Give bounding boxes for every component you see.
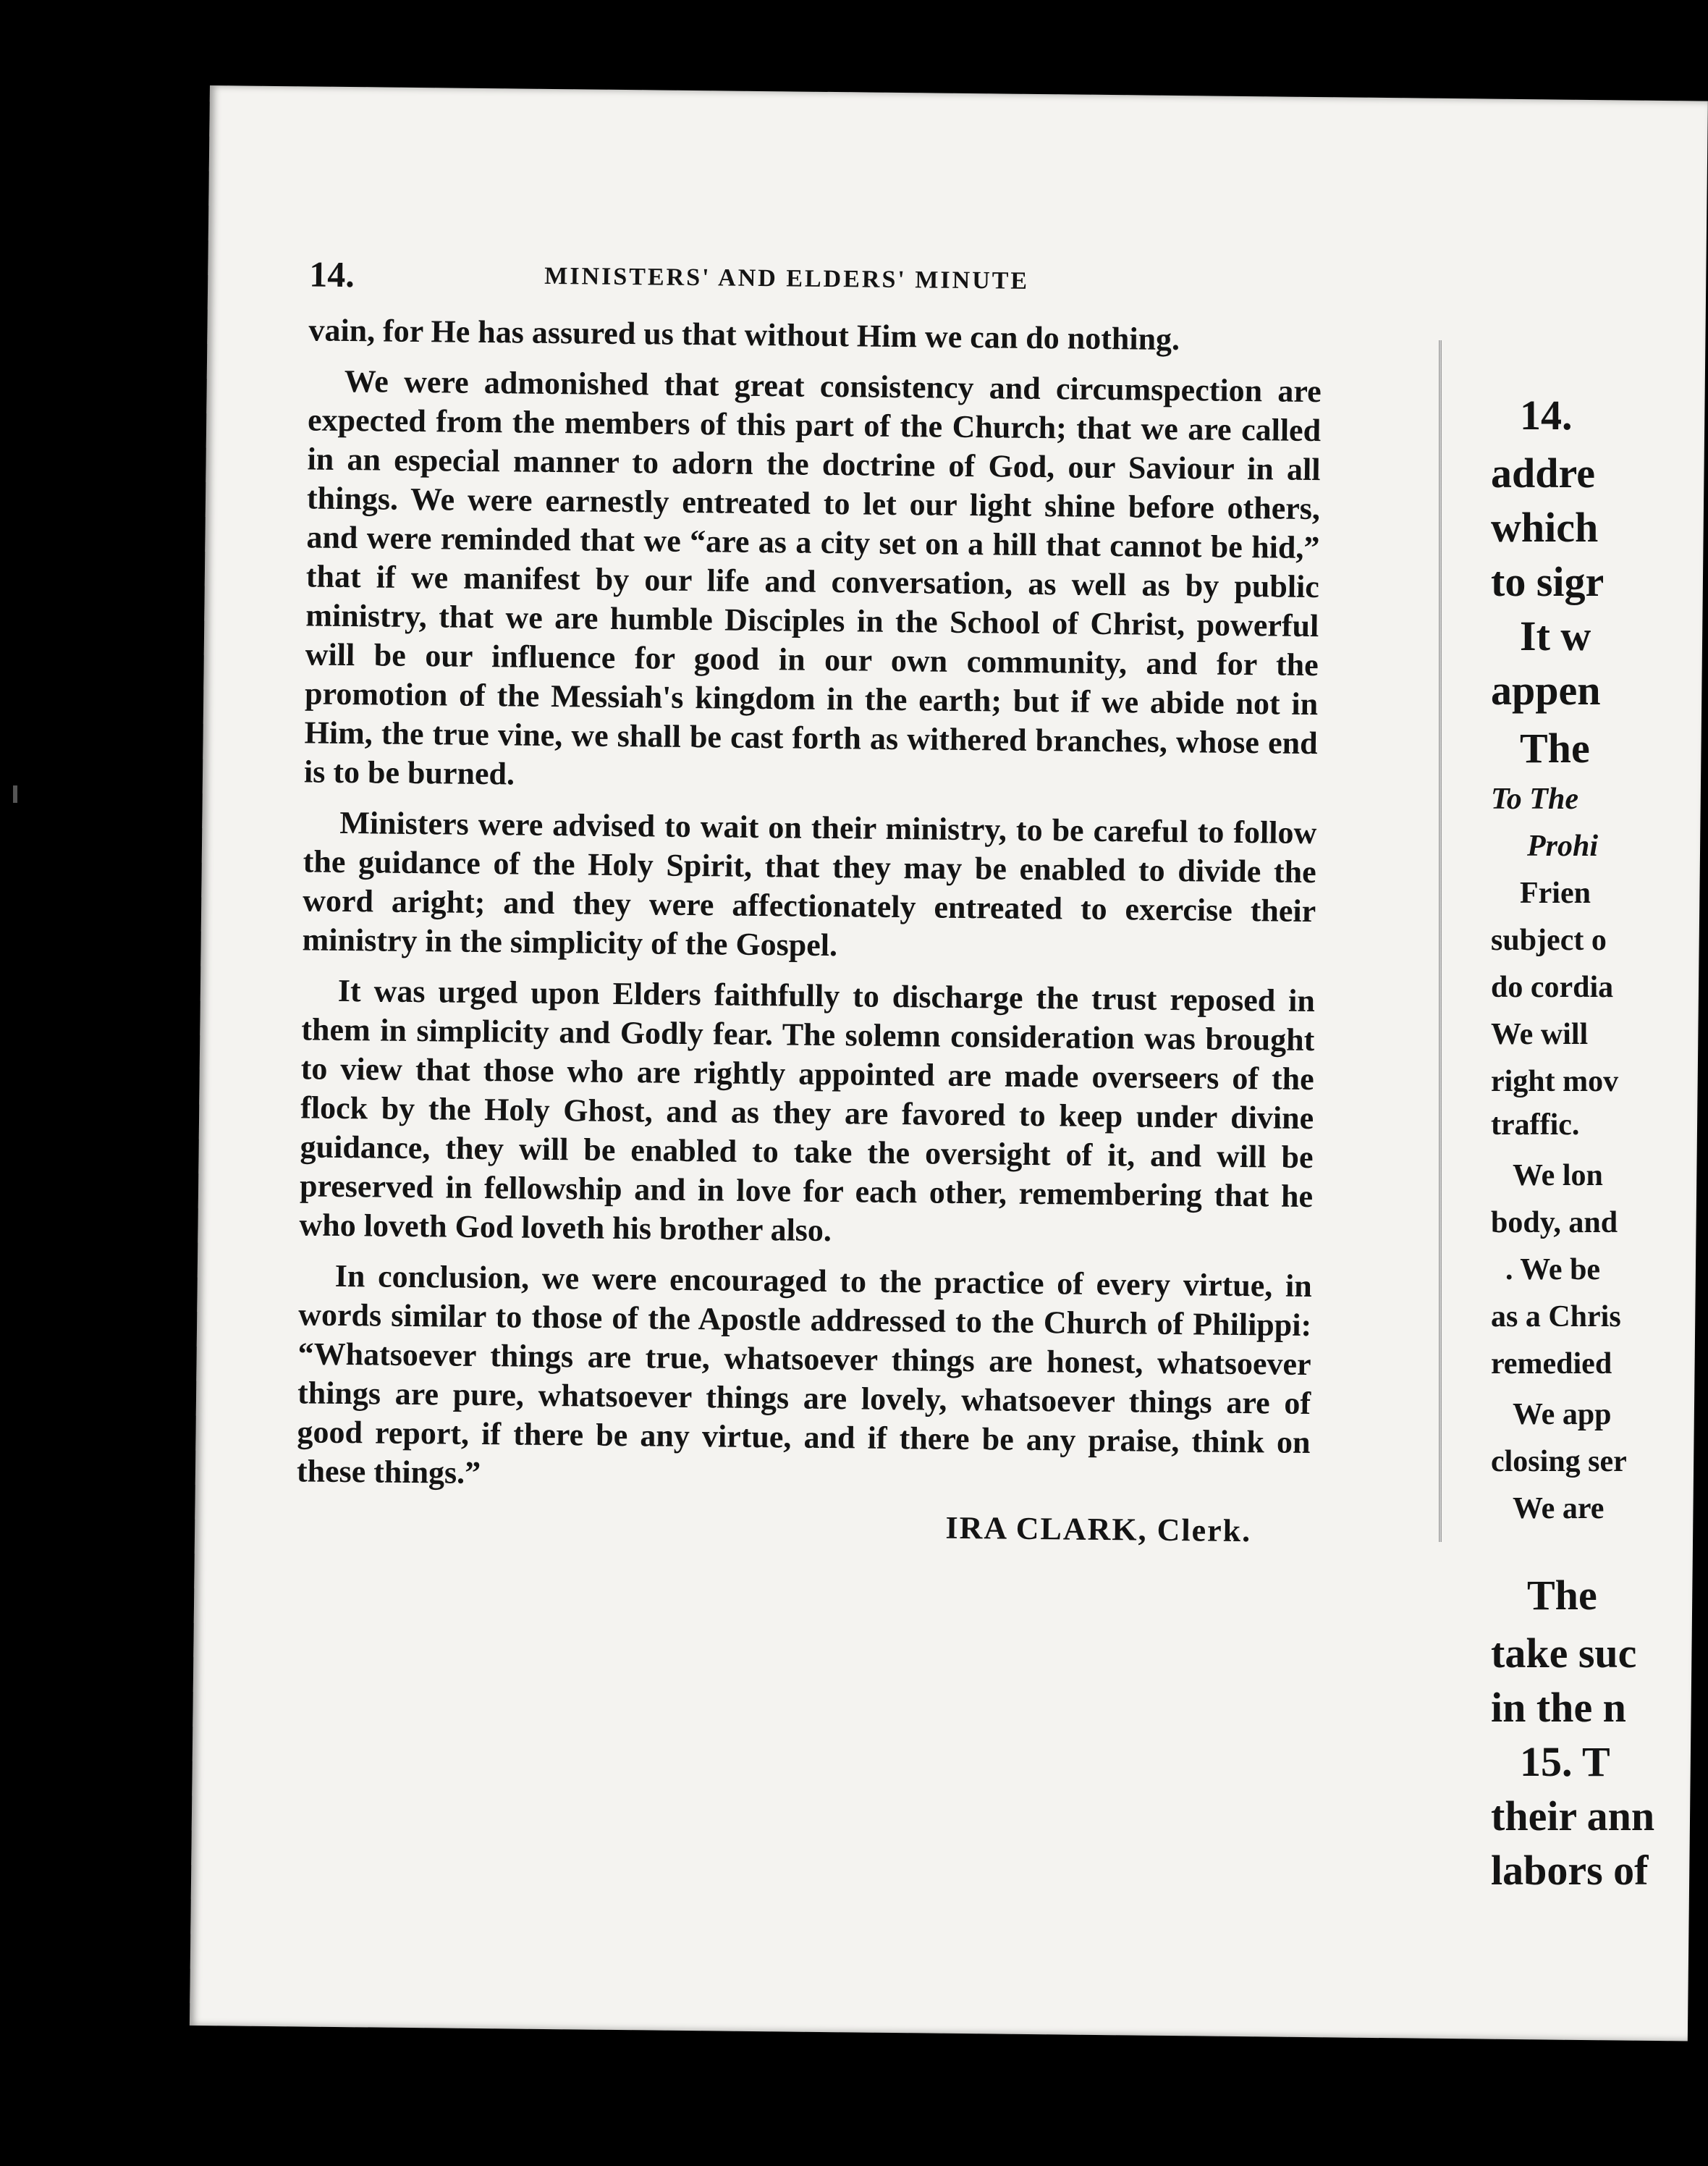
right-line: We will: [1491, 1018, 1589, 1051]
body-text: [297, 311, 1322, 1501]
right-line: addre: [1491, 450, 1595, 497]
edge-mark: [13, 785, 17, 803]
right-line: traffic.: [1491, 1108, 1580, 1142]
right-line: as a Chris: [1491, 1300, 1621, 1333]
signature: IRA CLARK, Clerk.: [945, 1509, 1252, 1549]
paragraph: It was urged upon Elders faithfully to discharge the trust reposed in them in simplicity and Godly fear. The solemn consideration was brought to view that those who are rightly appointed are made overseers of the flock by the Holy Ghost, and as they are favored to keep under divine guidance, they will be enabled to take the oversight of it, and will be preserved in fellowship and in love for each other, remembering that he who loveth God loveth his brother also.: [299, 972, 1316, 1249]
right-line: Prohi: [1527, 830, 1599, 863]
right-line: remedied: [1491, 1347, 1612, 1381]
running-head-title: MINISTERS' AND ELDERS' MINUTE: [544, 262, 1030, 295]
right-line: labors of: [1491, 1847, 1649, 1894]
right-line: 14.: [1520, 392, 1573, 439]
paragraph: Ministers were advised to wait on their ministry, to be careful to follow the guidance of the Holy Spirit, that they may be enabled to divide the word aright; and they were affectionately entreated to exercise their ministry in the simplicity of the Gospel.: [302, 804, 1317, 964]
right-line: take suc: [1491, 1630, 1637, 1677]
right-line: Frien: [1520, 877, 1591, 910]
right-line: . We be: [1505, 1253, 1601, 1286]
page-number: 14.: [308, 253, 355, 295]
left-page: [190, 85, 1708, 2041]
paragraph: vain, for He has assured us that without Him we can do nothing.: [308, 312, 1180, 358]
right-line: The: [1527, 1572, 1597, 1619]
right-line: The: [1520, 725, 1590, 772]
right-line: right mov: [1491, 1065, 1619, 1098]
right-line: 15. T: [1520, 1738, 1610, 1785]
right-line: in the n: [1491, 1684, 1626, 1731]
book-gutter: [1411, 340, 1469, 1542]
right-line: their ann: [1491, 1792, 1655, 1840]
right-line: We are: [1513, 1492, 1605, 1525]
right-line: To The: [1491, 783, 1578, 816]
right-line: to sigr: [1491, 558, 1605, 605]
right-line: which: [1491, 504, 1599, 551]
right-line: body, and: [1491, 1206, 1618, 1239]
right-line: subject o: [1491, 924, 1607, 957]
right-line: It w: [1520, 612, 1591, 660]
left-page-content: [296, 253, 1323, 1550]
right-page-fragment: [1491, 347, 1708, 1940]
gutter-line: [1439, 340, 1442, 1542]
right-line: appen: [1491, 667, 1601, 714]
right-line: do cordia: [1491, 971, 1614, 1004]
running-head: [309, 253, 1323, 321]
right-line: closing ser: [1491, 1445, 1627, 1478]
right-line: We lon: [1513, 1159, 1603, 1192]
right-line: We app: [1513, 1398, 1612, 1431]
paragraph: We were admonished that great consistency and circumspection are expected from the members of this part of the Church; that we are called in an especial manner to adorn the doctrine of God, our Saviour in all things. We were earnestly entreated to let our light shine before others, and were reminded that we “are as a city set on a hill that cannot be hid,” that if we manifest by our life and conversation, as well as by public ministry, that we are humble Disciples in the School of Christ, powerful will be our influence for good in our own community, and for the promotion of the Messiah's kingdom in the earth; but if we abide not in Him, the true vine, we shall be cast forth as withered branches, whose end is to be burned.: [303, 363, 1322, 792]
paragraph: In conclusion, we were encouraged to the practice of every virtue, in words similar to those of the Apostle addressed to the Church of Philippi: “Whatsoever things are true, whatsoever things are honest, whatsoever things are pure, whatsoever things are lovely, whatsoever things are of good report, if there be any virtue, and if there be any praise, think on these things.”: [296, 1257, 1312, 1491]
